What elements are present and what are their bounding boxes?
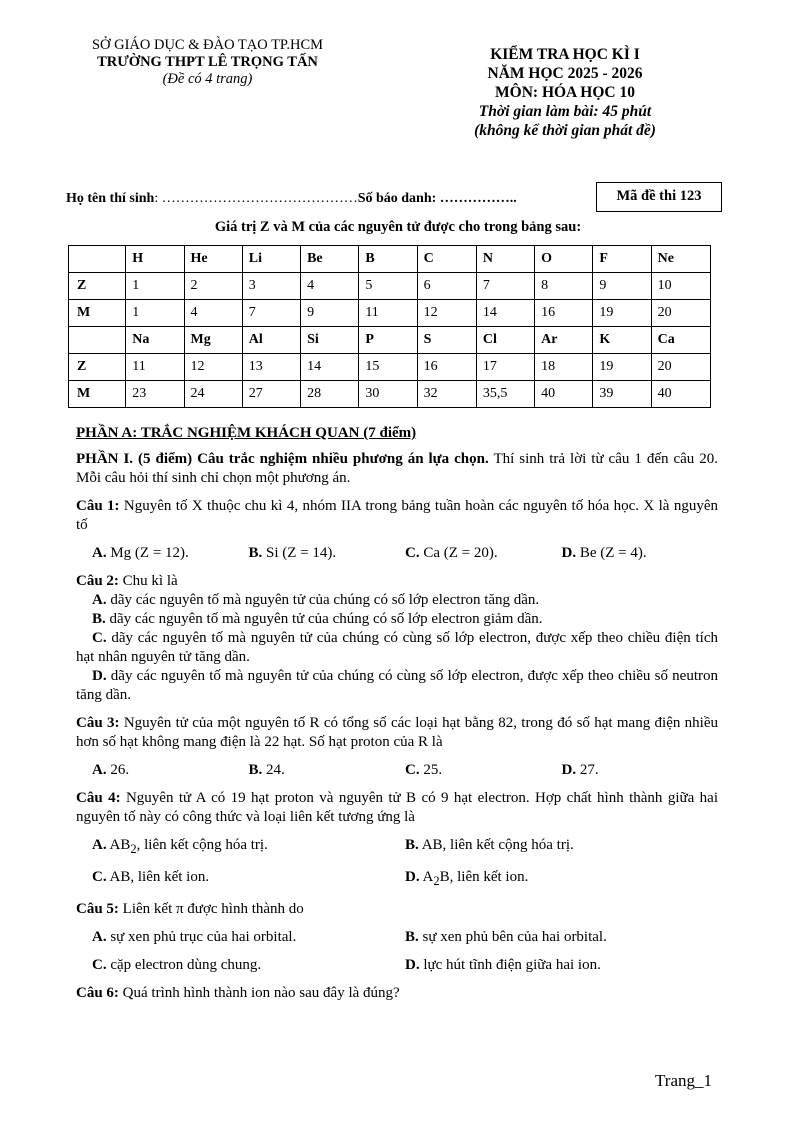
element-symbol: P: [359, 327, 417, 354]
option-c[interactable]: C. 25.: [405, 762, 443, 778]
table-row-z-2: [69, 354, 711, 381]
option-c[interactable]: C. Ca (Z = 20).: [405, 545, 498, 561]
z-value: 19: [593, 354, 651, 381]
z-value: 14: [301, 354, 359, 381]
z-value: 5: [359, 273, 417, 300]
table-caption: Giá trị Z và M của các nguyên tử được cho trong bảng sau:: [214, 219, 582, 235]
exam-code-box: Mã đề thi 123: [596, 182, 722, 212]
option-b[interactable]: B. Si (Z = 14).: [248, 545, 337, 561]
question-1: [76, 497, 718, 535]
exam-time: Thời gian làm bài: 45 phút: [478, 103, 652, 120]
element-symbol: Ca: [651, 327, 710, 354]
table-row-symbols-2: [69, 327, 711, 354]
question-text: Nguyên tố X thuộc chu kì 4, nhóm IIA trong bảng tuần hoàn các nguyên tố hóa học. X là nguyên tố: [76, 498, 718, 533]
element-symbol: Be: [301, 246, 359, 273]
m-value: 32: [417, 381, 476, 408]
element-symbol: C: [417, 246, 476, 273]
m-value: 11: [359, 300, 417, 327]
question-5-options-row2: [76, 956, 718, 975]
element-symbol: F: [593, 246, 651, 273]
z-value: 8: [535, 273, 593, 300]
m-value: 35,5: [476, 381, 534, 408]
m-value: 4: [184, 300, 242, 327]
z-value: 17: [476, 354, 534, 381]
row-label-z: Z: [69, 273, 126, 300]
z-value: 16: [417, 354, 476, 381]
option-a[interactable]: A. Mg (Z = 12).: [92, 545, 189, 561]
z-value: 12: [184, 354, 242, 381]
question-text: Quá trình hình thành ion nào sau đây là đúng?: [118, 985, 400, 1001]
question-number: Câu 6:: [76, 985, 119, 1001]
option-d[interactable]: D. $A_2B$, liên kết ion.: [405, 869, 529, 888]
element-symbol: Cl: [476, 327, 534, 354]
student-info-line: [66, 191, 606, 207]
table-row-z-1: [69, 273, 711, 300]
exam-time-note: (không kể thời gian phát đề): [474, 122, 656, 139]
m-value: 1: [126, 300, 184, 327]
question-number: Câu 5:: [76, 901, 119, 917]
m-value: 39: [593, 381, 651, 408]
table-row-m-1: [69, 300, 711, 327]
question-number: Câu 2:: [76, 573, 119, 589]
question-number: Câu 4:: [76, 790, 121, 806]
part-i-title: PHẦN I. (5 điểm) Câu trắc nghiệm nhiều phương án lựa chọn.: [76, 451, 489, 467]
element-symbol: Na: [126, 327, 184, 354]
z-value: 9: [593, 273, 651, 300]
option-c[interactable]: C. dãy các nguyên tố mà nguyên tử của chúng có cùng số lớp electron, được xếp theo chiều điện tích hạt nhân nguyên tử tăng dần.: [76, 630, 718, 665]
element-symbol: Ne: [651, 246, 710, 273]
element-symbol: Si: [301, 327, 359, 354]
row-label-m: M: [69, 300, 126, 327]
element-symbol: He: [184, 246, 242, 273]
m-value: 7: [242, 300, 300, 327]
element-symbol: H: [126, 246, 184, 273]
student-id-label[interactable]: Số báo danh: ……………..: [357, 191, 517, 206]
m-value: 14: [476, 300, 534, 327]
z-value: 10: [651, 273, 710, 300]
school-year: NĂM HỌC 2025 - 2026: [487, 65, 643, 82]
option-c[interactable]: C. cặp electron dùng chung.: [92, 957, 262, 973]
question-text: Chu kì là: [118, 573, 178, 589]
page-number: Trang_1: [655, 1071, 712, 1090]
part-a-title-line: [76, 424, 718, 443]
part-i-instructions: [76, 450, 718, 488]
question-number: Câu 3:: [76, 715, 120, 731]
element-symbol: S: [417, 327, 476, 354]
exam-title: KIỂM TRA HỌC KÌ I: [490, 46, 640, 63]
element-symbol: K: [593, 327, 651, 354]
exam-content: [76, 424, 718, 1003]
question-3-options: [76, 761, 718, 780]
option-a[interactable]: A. 26.: [92, 762, 130, 778]
element-symbol: Ar: [535, 327, 593, 354]
student-name-label: Họ tên thí sinh: [66, 191, 155, 206]
m-value: 23: [126, 381, 184, 408]
table-row-m-2: [69, 381, 711, 408]
option-b[interactable]: B. AB, liên kết cộng hóa trị.: [405, 837, 574, 853]
question-3: [76, 714, 718, 752]
element-table: [68, 245, 711, 408]
option-a[interactable]: A. sự xen phủ trục của hai orbital.: [92, 929, 297, 945]
option-b[interactable]: B. dãy các nguyên tố mà nguyên tử của chúng có số lớp electron giảm dần.: [92, 611, 543, 627]
question-4-options-row2: [76, 868, 718, 891]
z-value: 13: [242, 354, 300, 381]
question-4-options-row1: [76, 836, 718, 859]
m-value: 9: [301, 300, 359, 327]
z-value: 2: [184, 273, 242, 300]
m-value: 30: [359, 381, 417, 408]
option-d[interactable]: D. Be (Z = 4).: [561, 545, 647, 561]
m-value: 40: [535, 381, 593, 408]
question-text: Nguyên tử của một nguyên tố R có tổng số các loại hạt bằng 82, trong đó số hạt mang điện nhiều hơn số hạt không mang điện là 22 hạt. Số hạt proton của R là: [76, 715, 718, 750]
z-value: 15: [359, 354, 417, 381]
m-value: 12: [417, 300, 476, 327]
option-b[interactable]: B. 24.: [248, 762, 285, 778]
m-value: 16: [535, 300, 593, 327]
question-6: [76, 984, 718, 1003]
z-value: 3: [242, 273, 300, 300]
school-header: [60, 37, 355, 88]
option-d[interactable]: D. 27.: [561, 762, 599, 778]
option-a[interactable]: A. dãy các nguyên tố mà nguyên tử của chúng có số lớp electron tăng dần.: [92, 592, 540, 608]
row-label-m: M: [69, 381, 126, 408]
m-value: 19: [593, 300, 651, 327]
table-corner-cell: [69, 246, 126, 273]
option-d[interactable]: D. dãy các nguyên tố mà nguyên tử của chúng có cùng số lớp electron, được xếp theo chiều số neutron tăng dần.: [76, 668, 718, 703]
m-value: 40: [651, 381, 710, 408]
subject: MÔN: HÓA HỌC 10: [495, 84, 635, 101]
option-c[interactable]: C. AB, liên kết ion.: [92, 869, 210, 885]
z-value: 6: [417, 273, 476, 300]
pages-note: (Đề có 4 trang): [162, 71, 253, 87]
question-5-options-row1: [76, 928, 718, 947]
exam-header: [420, 45, 710, 140]
element-symbol: O: [535, 246, 593, 273]
option-a[interactable]: A. $AB_2$, liên kết cộng hóa trị.: [92, 837, 268, 856]
option-d[interactable]: D. lực hút tĩnh điện giữa hai ion.: [405, 957, 601, 973]
question-4: [76, 789, 718, 827]
m-value: 28: [301, 381, 359, 408]
z-value: 1: [126, 273, 184, 300]
option-b[interactable]: B. sự xen phủ bên của hai orbital.: [405, 929, 607, 945]
question-text: Nguyên tử A có 19 hạt proton và nguyên tử B có 9 hạt electron. Hợp chất hình thành giữa hai nguyên tố này có công thức và loại liên kết tương ứng là: [76, 790, 718, 825]
row-label-z: Z: [69, 354, 126, 381]
z-value: 18: [535, 354, 593, 381]
element-symbol: B: [359, 246, 417, 273]
m-value: 27: [242, 381, 300, 408]
department-name: SỞ GIÁO DỤC & ĐÀO TẠO TP.HCM: [91, 37, 324, 53]
element-symbol: Al: [242, 327, 300, 354]
z-value: 20: [651, 354, 710, 381]
m-value: 24: [184, 381, 242, 408]
question-5: [76, 900, 718, 919]
part-i-text: Thí sinh trả lời từ câu 1 đến câu 20. Mỗi câu hỏi thí sinh chỉ chọn một phương án.: [76, 451, 718, 486]
question-2: [76, 572, 718, 591]
z-value: 4: [301, 273, 359, 300]
m-value: 20: [651, 300, 710, 327]
element-symbol: Mg: [184, 327, 242, 354]
question-number: Câu 1:: [76, 498, 120, 514]
z-value: 7: [476, 273, 534, 300]
school-name: TRƯỜNG THPT LÊ TRỌNG TẤN: [97, 54, 318, 70]
z-value: 11: [126, 354, 184, 381]
element-symbol: Li: [242, 246, 300, 273]
part-a-title: PHẦN A: TRẮC NGHIỆM KHÁCH QUAN (7 điểm): [76, 425, 417, 441]
element-symbol: N: [476, 246, 534, 273]
student-name-field[interactable]: : ……………………………………: [154, 191, 358, 206]
question-1-options: [76, 544, 718, 563]
table-corner-cell: [69, 327, 126, 354]
question-text: Liên kết π được hình thành do: [118, 901, 304, 917]
table-row-symbols-1: [69, 246, 711, 273]
